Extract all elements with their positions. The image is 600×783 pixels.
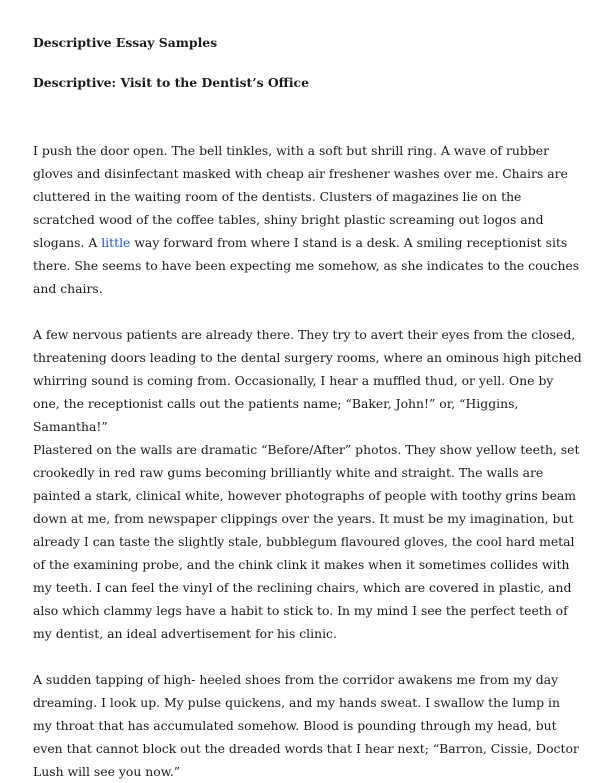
paragraph-4: A sudden tapping of high- heeled shoes from the corridor awakens me from my day dreaming. I look up. My pulse quickens, and my hands sweat. I swallow the lump in my throat that has accumulated somehow. Blood is pounding through my head, but even that cannot block out the dreaded words that I hear next; “Barron, Cissie, Doctor Lush will see you now.” (33, 672, 579, 779)
inline-link-little[interactable]: little (101, 235, 131, 250)
paragraph-2: A few nervous patients are already there. They try to avert their eyes from the closed, threatening doors leading to the dental surgery rooms, where an ominous high pitched whirring sound is coming from. Occasionally, I hear a muffled thud, or yell. One by one, the receptionist calls out the patients name; “Baker, John!” or, “Higgins, Samantha!” (33, 327, 582, 434)
paragraph-3: Plastered on the walls are dramatic “Before/After” photos. They show yellow teeth, set crookedly in red raw gums becoming brilliantly white and straight. The walls are painted a stark, clinical white, however photographs of people with toothy grins beam down at me, from newspaper clippings over the years. It must be my imagination, but already I can taste the slightly stale, bubblegum flavoured gloves, the cool hard metal of the examining probe, and the chink clink it makes when it sometimes collides with my teeth. I can feel the vinyl of the reclining chairs, which are covered in plastic, and also which clammy legs have a habit to stick to. In my mind I see the perfect teeth of my dentist, an ideal advertisement for his clinic. (33, 442, 580, 641)
document-title: Descriptive Essay Samples (33, 35, 218, 50)
paragraph-1 (33, 139, 582, 300)
paragraph-1-text-start: I push the door open. The bell tinkles, with a soft but shrill ring. A wave of rubber gloves and disinfectant masked with cheap air freshener washes over me. Chairs are cluttered in the waiting room of the dentists. Clusters of magazines lie on the scratched wood of the coffee tables, shiny bright plastic screaming out logos and slogans. A (33, 143, 568, 250)
essay-title: Descriptive: Visit to the Dentist’s Office (33, 75, 309, 90)
paragraph-1-text-end: way forward from where I stand is a desk. A smiling receptionist sits there. She seems to have been expecting me somehow, as she indicates to the couches and chairs. (33, 235, 580, 296)
